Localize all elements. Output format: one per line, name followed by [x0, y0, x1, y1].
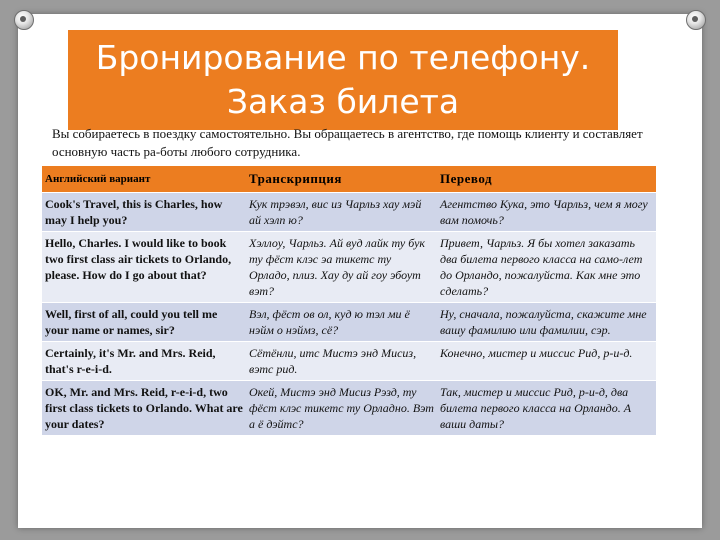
slide-title — [68, 30, 618, 130]
header-transcription: Транскрипция — [246, 166, 437, 193]
table-header-row — [42, 166, 656, 193]
transcription-cell: Сётёнли, итс Мистэ энд Мисиз, вэтс рид. — [246, 342, 437, 381]
header-english: Английский вариант — [42, 166, 246, 193]
title-line-2: Заказ билета — [226, 82, 460, 121]
table-row — [42, 232, 656, 303]
english-cell: Hello, Charles. I would like to book two first class air tickets to Orlando, please. How do I go about that? — [42, 232, 246, 303]
dialogue-table — [42, 166, 656, 436]
transcription-cell: Вэл, фёст ов ол, куд ю тэл ми ё нэйм о нэймз, сё? — [246, 303, 437, 342]
transcription-cell: Окей, Мистэ энд Мисиз Рэзд, ту фёст клэс тикетс ту Орладно. Вэт а ё дэйтс? — [246, 381, 437, 436]
table-row — [42, 303, 656, 342]
table-row — [42, 381, 656, 436]
translation-cell: Агентство Кука, это Чарльз, чем я могу вам помочь? — [437, 193, 656, 232]
title-line-1: Бронирование по телефону. — [95, 38, 591, 77]
translation-cell: Ну, сначала, пожалуйста, скажите мне вашу фамилию или фамилии, сэр. — [437, 303, 656, 342]
table-row — [42, 342, 656, 381]
translation-cell: Привет, Чарльз. Я бы хотел заказать два билета первого класса на само-лет до Орландо, пожалуйста. Как мне это сделать? — [437, 232, 656, 303]
english-cell: Certainly, it's Mr. and Mrs. Reid, that's r-e-i-d. — [42, 342, 246, 381]
transcription-cell: Хэллоу, Чарльз. Ай вуд лайк ту бук ту фёст клэс эа тикетс ту Орладо, плиз. Хау ду ай гоу эбоут вэт? — [246, 232, 437, 303]
english-cell: Well, first of all, could you tell me your name or names, sir? — [42, 303, 246, 342]
pushpin-icon — [686, 10, 706, 30]
transcription-cell: Кук трэвэл, вис из Чарльз хау мэй ай хэлп ю? — [246, 193, 437, 232]
translation-cell: Конечно, мистер и миссис Рид, р-и-д. — [437, 342, 656, 381]
header-translation: Перевод — [437, 166, 656, 193]
pushpin-icon — [14, 10, 34, 30]
english-cell: Cook's Travel, this is Charles, how may I help you? — [42, 193, 246, 232]
translation-cell: Так, мистер и миссис Рид, р-и-д, два билета первого класса на Орландо. А ваши даты? — [437, 381, 656, 436]
english-cell: OK, Mr. and Mrs. Reid, r-e-i-d, two first class tickets to Orlando. What are your dates? — [42, 381, 246, 436]
intro-text: Вы собираетесь в поездку самостоятельно. Вы обращаетесь в агентство, где помощь клиенту и составляет основную часть ра-боты любого сотрудника. — [52, 126, 643, 159]
table-row — [42, 193, 656, 232]
